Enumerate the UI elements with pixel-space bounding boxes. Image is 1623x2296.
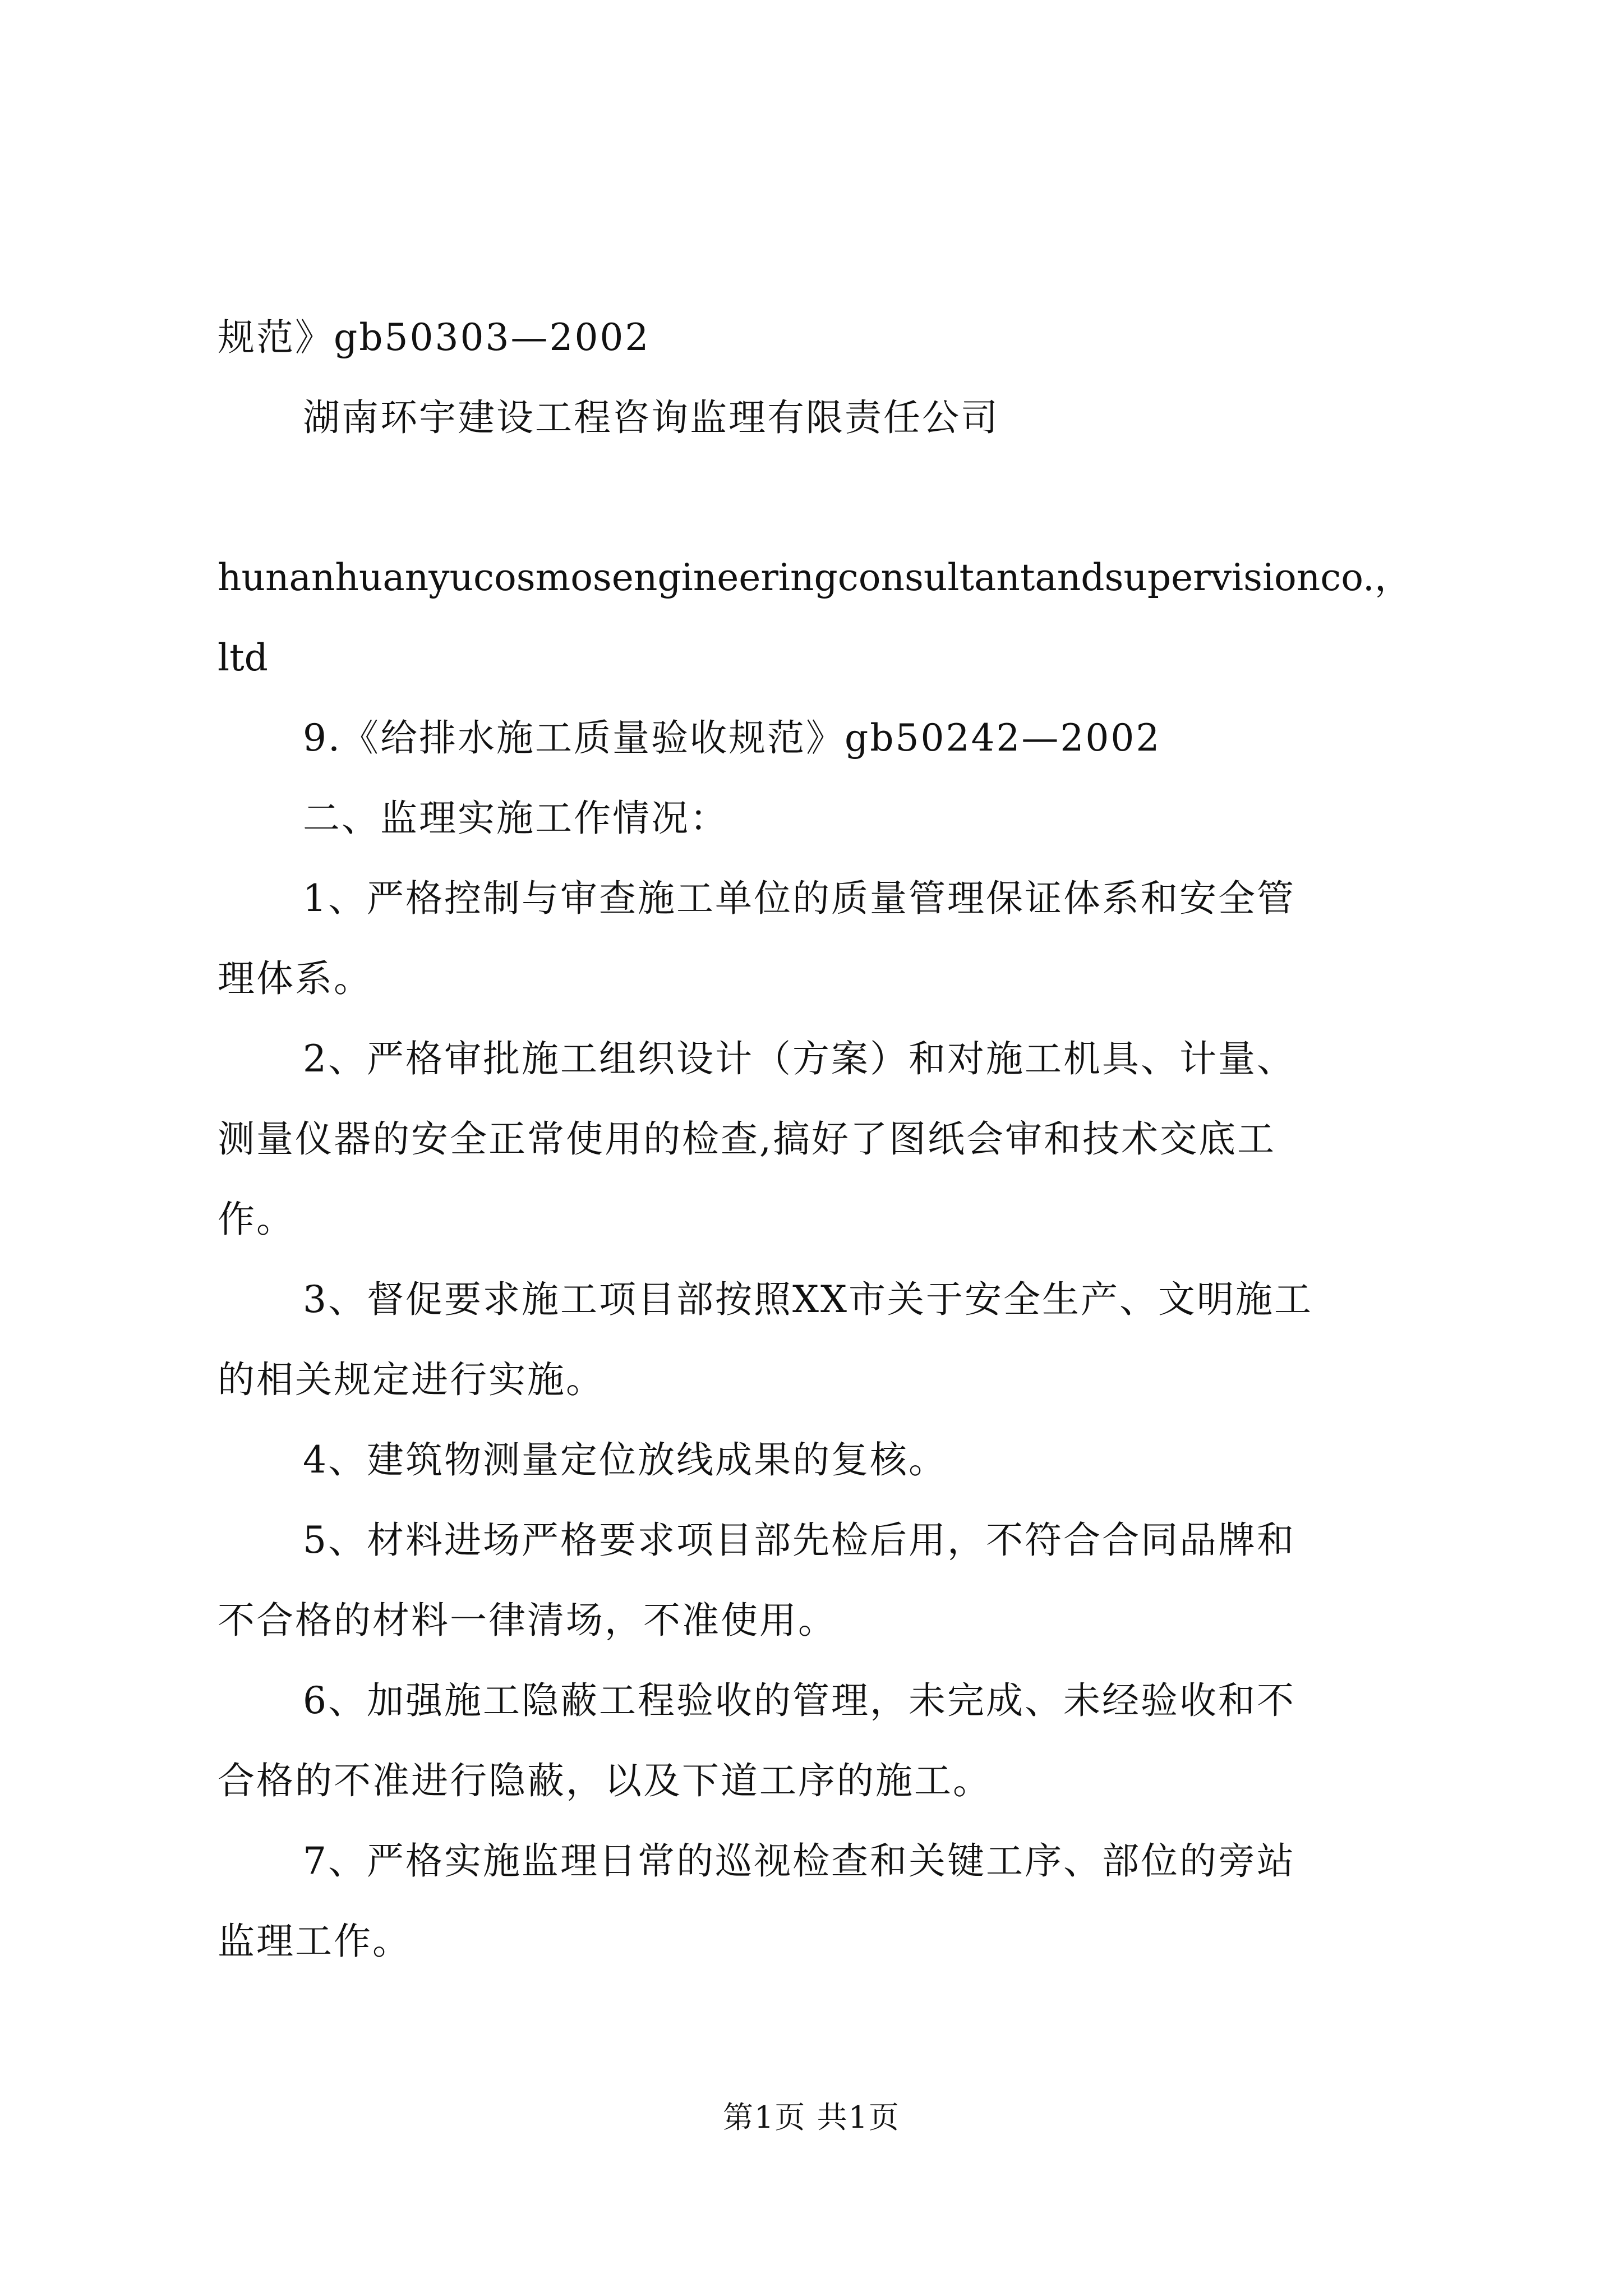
- company-name-en-cont: ltd: [218, 636, 268, 679]
- paragraph-line: 不合格的材料一律清场，不准使用。: [218, 1599, 837, 1642]
- company-name-en: hunanhuanyucosmosengineeringconsultantandsupervisionco.，: [218, 556, 1412, 599]
- list-item: 9.《给排水施工质量验收规范》gb50242—2002: [303, 716, 1161, 760]
- paragraph-line: 7、严格实施监理日常的巡视检查和关键工序、部位的旁站: [303, 1839, 1295, 1883]
- text-line: 规范》gb50303—2002: [218, 316, 651, 359]
- paragraph-line: 5、材料进场严格要求项目部先检后用，不符合合同品牌和: [303, 1519, 1295, 1562]
- company-name-cn: 湖南环宇建设工程咨询监理有限责任公司: [303, 396, 999, 439]
- paragraph-line: 监理工作。: [218, 1920, 411, 1963]
- paragraph-line: 合格的不准进行隐蔽，以及下道工序的施工。: [218, 1759, 992, 1802]
- page-footer: 第1页 共1页: [723, 2100, 900, 2135]
- paragraph-line: 理体系。: [218, 957, 372, 1000]
- paragraph-line: 2、严格审批施工组织设计（方案）和对施工机具、计量、: [303, 1037, 1295, 1080]
- section-heading: 二、监理实施工作情况：: [303, 797, 728, 840]
- paragraph-line: 4、建筑物测量定位放线成果的复核。: [303, 1438, 947, 1481]
- paragraph-line: 作。: [218, 1198, 295, 1241]
- paragraph-line: 6、加强施工隐蔽工程验收的管理，未完成、未经验收和不: [303, 1679, 1295, 1722]
- paragraph-line: 测量仪器的安全正常使用的检查,搞好了图纸会审和技术交底工: [218, 1117, 1276, 1161]
- paragraph-line: 1、严格控制与审查施工单位的质量管理保证体系和安全管: [303, 877, 1295, 920]
- paragraph-line: 3、督促要求施工项目部按照XX市关于安全生产、文明施工: [303, 1278, 1313, 1321]
- paragraph-line: 的相关规定进行实施。: [218, 1358, 605, 1401]
